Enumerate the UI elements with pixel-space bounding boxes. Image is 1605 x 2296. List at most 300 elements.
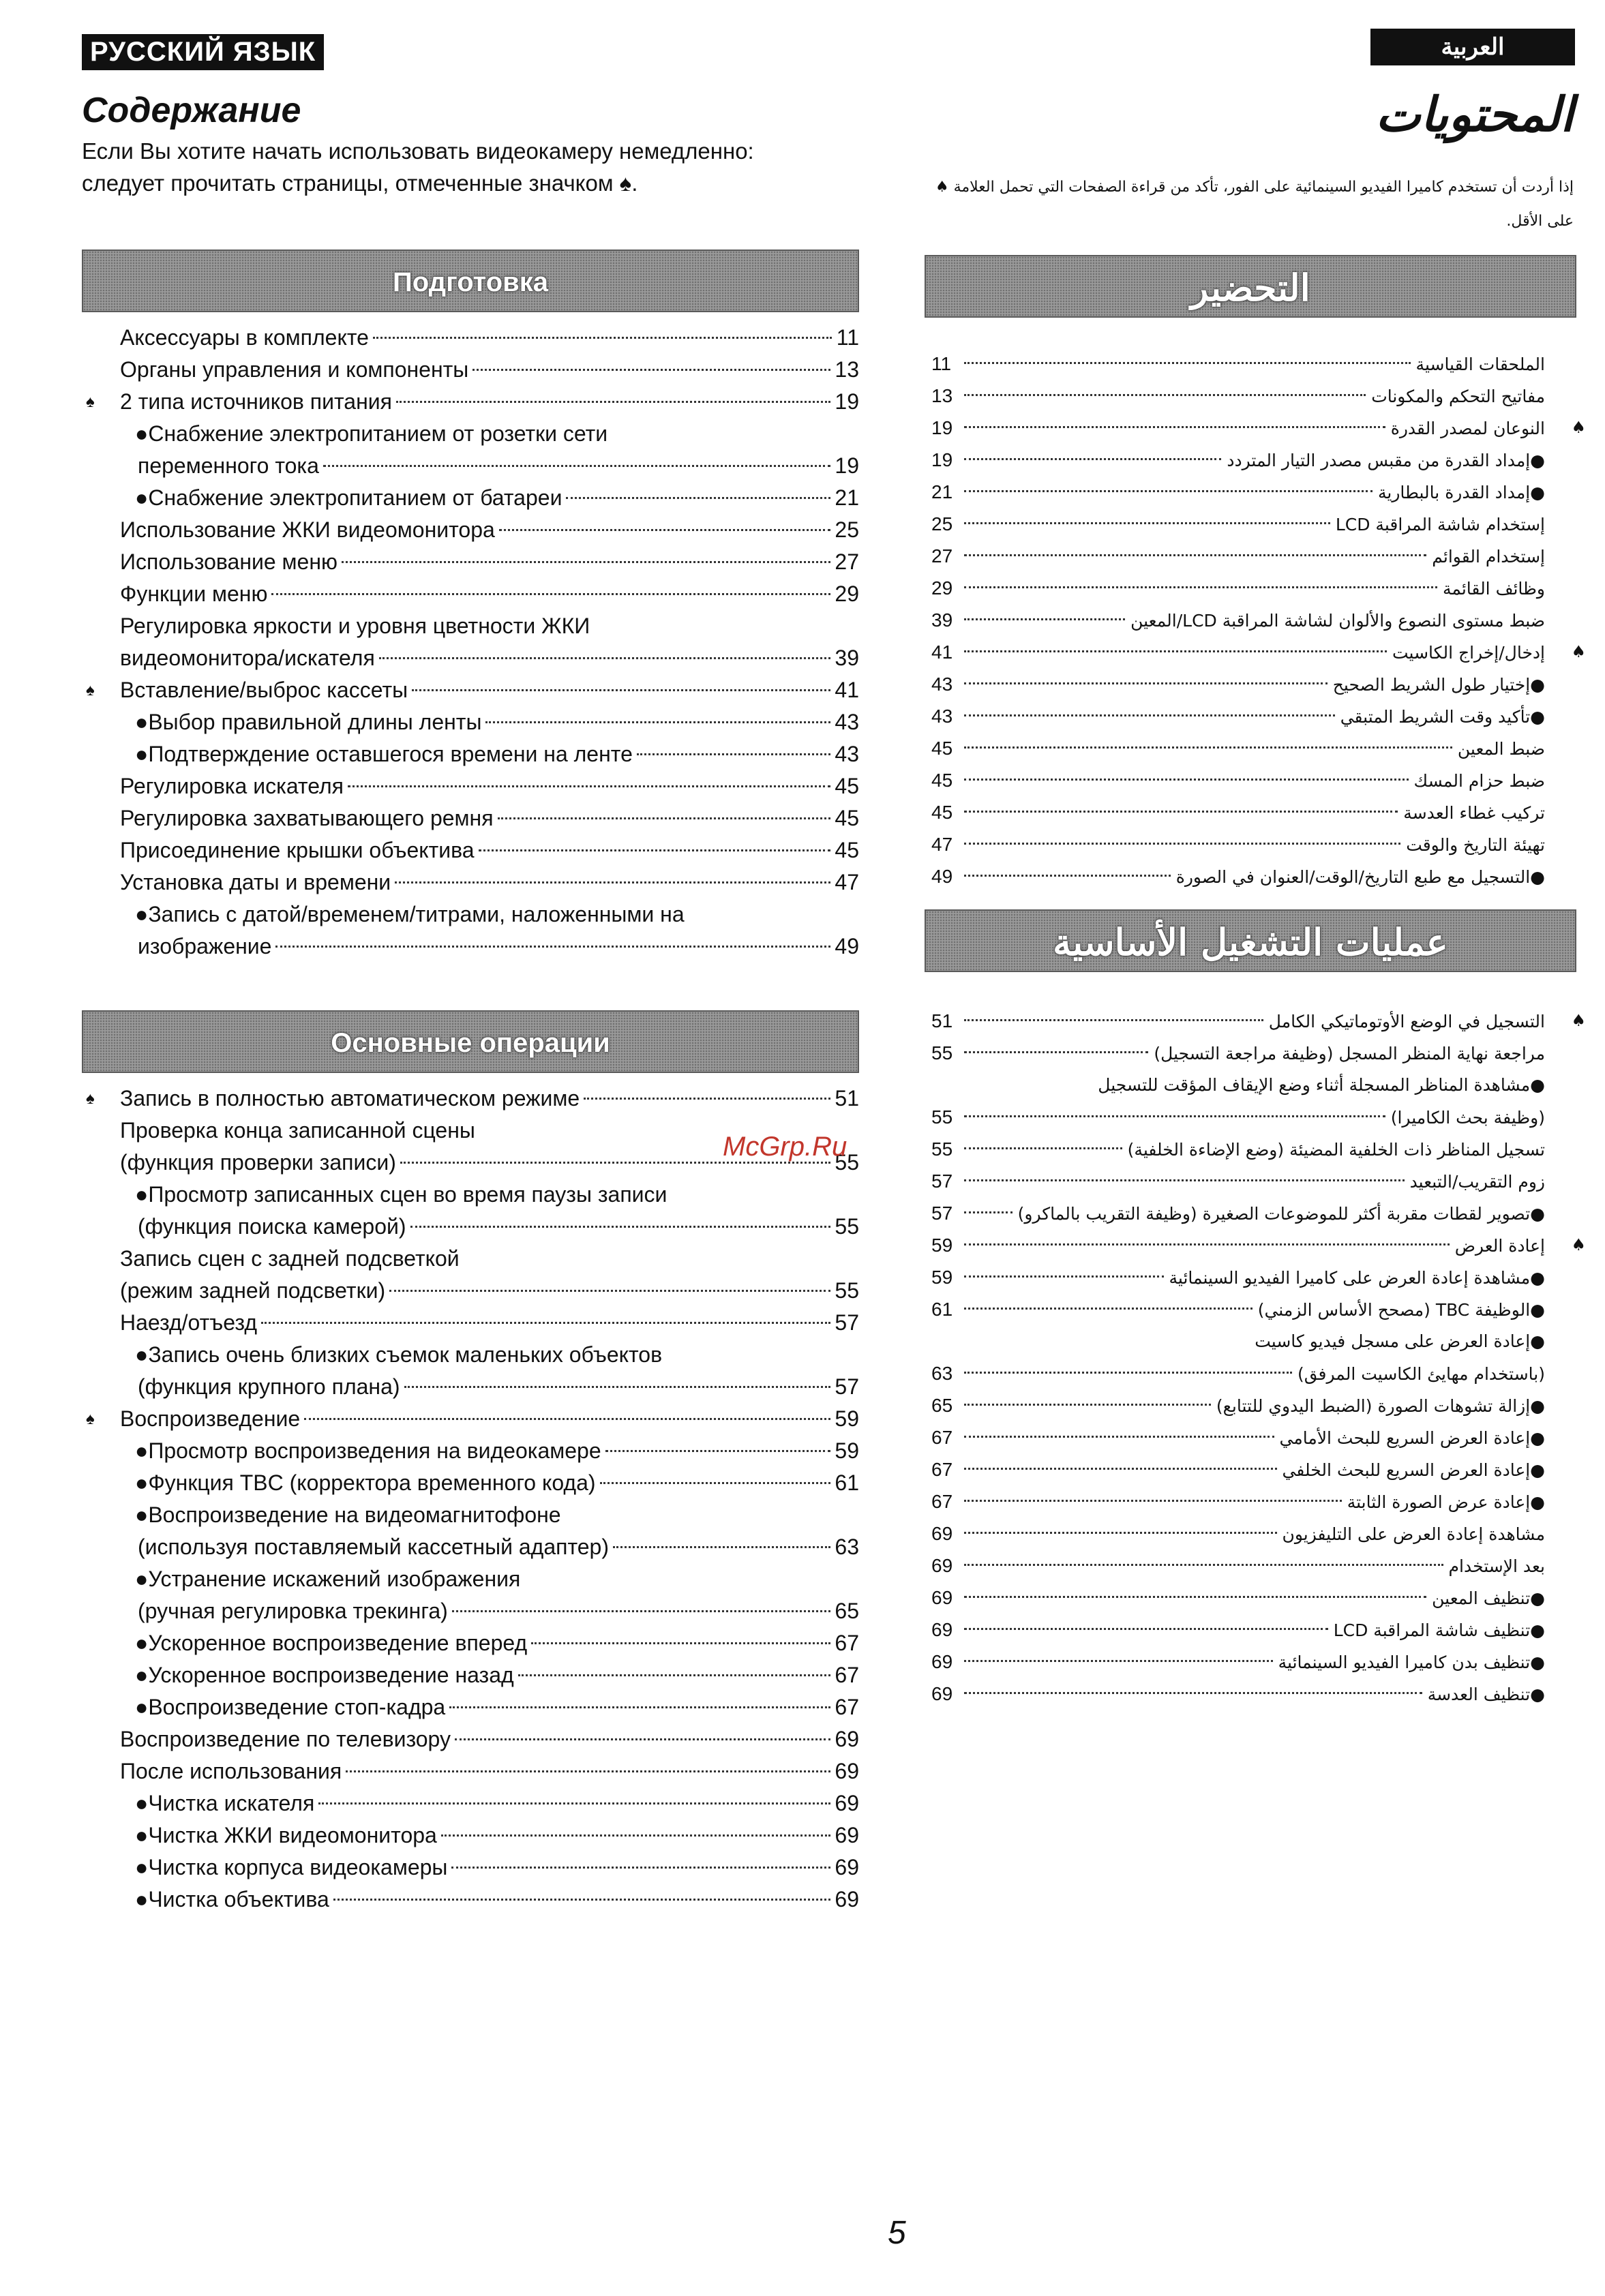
dot-leader <box>333 1899 831 1901</box>
toc-entry-title: (используя поставляемый кассетный адаптер) <box>138 1535 609 1559</box>
toc-entry <box>82 514 859 546</box>
toc-entry-page: 69 <box>931 1683 953 1704</box>
toc-entry-page: 19 <box>835 453 859 478</box>
dot-leader <box>600 1482 831 1484</box>
toc-entry-page: 11 <box>836 325 859 350</box>
ru-intro <box>82 135 866 199</box>
toc-entry-title: ●تنظيف بدن كاميرا الفيديو السينمائية <box>1278 1652 1545 1672</box>
toc-entry-title: ●التسجيل مع طبع التاريخ/الوقت/العنوان في الصورة <box>1175 867 1545 887</box>
dot-leader <box>964 1147 1122 1149</box>
toc-entry-page: 55 <box>931 1106 953 1128</box>
toc-entry-page: 69 <box>931 1587 953 1608</box>
dot-leader <box>531 1642 830 1644</box>
ru-intro-line2: следует прочитать страницы, отмеченные значком ♠. <box>82 170 638 196</box>
toc-entry-page: 27 <box>835 549 859 574</box>
toc-entry <box>82 1531 859 1563</box>
toc-entry <box>931 476 1545 508</box>
toc-entry <box>931 1005 1586 1037</box>
toc-entry-page: 45 <box>835 774 859 798</box>
toc-entry-page: 69 <box>835 1759 859 1783</box>
toc-entry-page: 41 <box>931 641 953 663</box>
toc-entry-page: 65 <box>931 1395 953 1416</box>
toc-entry-page: 69 <box>835 1727 859 1751</box>
dot-leader <box>964 1660 1273 1662</box>
dot-leader <box>964 875 1171 877</box>
toc-entry-title: Использование меню <box>120 549 338 574</box>
toc-entry <box>82 866 859 898</box>
dot-leader <box>964 1372 1292 1374</box>
toc-entry-page: 49 <box>835 934 859 958</box>
ru-section-basic-operations-banner: Основные операции <box>82 1010 859 1073</box>
toc-entry <box>82 1627 859 1659</box>
toc-entry <box>82 642 859 674</box>
toc-entry-title: تركيب غطاء العدسة <box>1403 803 1545 823</box>
dot-leader <box>964 394 1366 396</box>
toc-entry-page: 61 <box>835 1470 859 1495</box>
toc-entry <box>931 1069 1545 1101</box>
dot-leader <box>964 1179 1405 1181</box>
toc-entry-page: 45 <box>931 738 953 759</box>
russian-language-tag: РУССКИЙ ЯЗЫК <box>82 34 324 70</box>
dot-leader <box>964 1243 1450 1245</box>
dot-leader <box>964 843 1400 845</box>
toc-entry-title: ●Снабжение электропитанием от розетки сети <box>135 421 608 446</box>
toc-entry <box>82 706 859 738</box>
toc-entry-page: 45 <box>835 806 859 830</box>
toc-entry-title: (ручная регулировка трекинга) <box>138 1599 448 1623</box>
toc-entry <box>931 1517 1545 1550</box>
toc-entry-page: 29 <box>835 581 859 606</box>
toc-entry <box>82 931 859 963</box>
toc-entry-page: 51 <box>835 1086 859 1111</box>
toc-entry-title: Регулировка искателя <box>120 774 344 798</box>
dot-leader <box>261 1322 830 1324</box>
dot-leader <box>396 401 830 403</box>
toc-entry <box>82 898 859 931</box>
toc-entry-title: 2 типа источников питания <box>120 389 392 414</box>
toc-entry-page: 43 <box>835 742 859 766</box>
toc-entry <box>931 1293 1545 1325</box>
toc-entry <box>931 1197 1545 1229</box>
toc-entry-page: 43 <box>931 674 953 695</box>
toc-entry-page: 69 <box>835 1791 859 1815</box>
toc-entry <box>931 1165 1545 1197</box>
dot-leader <box>964 522 1330 524</box>
dot-leader <box>964 714 1335 716</box>
toc-entry-title: Вставление/выброс кассеты <box>120 678 408 702</box>
toc-entry-title: ●إختيار طول الشريط الصحيح <box>1332 675 1545 695</box>
toc-entry-title: Наезд/отъезд <box>120 1310 258 1335</box>
dot-leader <box>304 1418 830 1420</box>
dot-leader <box>964 1019 1263 1021</box>
spade-marker-icon: ♠ <box>86 393 95 411</box>
toc-entry <box>931 1389 1545 1421</box>
toc-entry-title: التسجيل في الوضع الأوتوماتيكي الكامل <box>1268 1012 1545 1031</box>
toc-entry <box>82 610 859 642</box>
dot-leader <box>498 817 831 819</box>
toc-entry <box>82 834 859 866</box>
dot-leader <box>472 369 830 371</box>
toc-entry <box>931 1037 1545 1069</box>
toc-entry-page: 67 <box>835 1663 859 1687</box>
toc-entry <box>82 1563 859 1595</box>
toc-entry <box>931 1421 1545 1453</box>
toc-entry-page: 63 <box>835 1535 859 1559</box>
toc-entry-title: ●تنظيف شاشة المراقبة LCD <box>1333 1620 1545 1640</box>
toc-entry-page: 61 <box>931 1299 953 1320</box>
dot-leader <box>342 561 830 563</box>
toc-entry <box>931 572 1545 604</box>
toc-entry <box>82 1275 859 1307</box>
dot-leader <box>584 1098 830 1100</box>
toc-entry-title: إدخال/إخراج الكاسيت <box>1392 643 1545 663</box>
toc-entry-title: ضبط مستوى النصوع والألوان لشاشة المراقبة LCD/المعين <box>1130 611 1545 631</box>
dot-leader <box>373 337 832 339</box>
toc-entry-page: 45 <box>835 838 859 862</box>
toc-entry-title: ●تنظيف المعين <box>1432 1588 1545 1608</box>
toc-entry-page: 25 <box>835 517 859 542</box>
toc-entry <box>931 444 1545 476</box>
toc-entry-title: После использования <box>120 1759 342 1783</box>
toc-entry-title: ●إمداد القدرة من مقبس مصدر التيار المتردد <box>1227 451 1545 470</box>
toc-entry-title: Присоединение крышки объектива <box>120 838 475 862</box>
dot-leader <box>964 1628 1328 1630</box>
toc-entry-page: 39 <box>931 609 953 631</box>
dot-leader <box>964 1500 1342 1502</box>
dot-leader <box>964 1436 1274 1438</box>
dot-leader <box>323 465 831 467</box>
dot-leader <box>410 1226 831 1228</box>
arabic-language-tag: العربية <box>1370 29 1575 65</box>
toc-entry <box>931 1678 1545 1710</box>
toc-entry-title: ●إعادة عرض الصورة الثابتة <box>1347 1492 1545 1512</box>
dot-leader <box>964 746 1452 749</box>
toc-entry <box>931 796 1545 828</box>
dot-leader <box>964 618 1125 620</box>
toc-entry-page: 55 <box>835 1278 859 1303</box>
toc-entry-title: ●Запись очень близких съемок маленьких объектов <box>135 1342 663 1367</box>
toc-entry <box>82 770 859 802</box>
toc-entry <box>931 348 1545 380</box>
dot-leader <box>964 1468 1277 1470</box>
toc-entry-page: 47 <box>931 834 953 855</box>
dot-leader <box>637 753 831 755</box>
toc-entry <box>82 802 859 834</box>
toc-entry <box>931 508 1545 540</box>
toc-entry-title: ●إعادة العرض السريع للبحث الأمامي <box>1279 1428 1545 1448</box>
toc-entry-title: ضبط حزام المسك <box>1413 771 1545 791</box>
toc-entry-title: ●Просмотр записанных сцен во время паузы записи <box>135 1182 668 1207</box>
toc-entry-page: 27 <box>931 545 953 567</box>
toc-entry <box>82 578 859 610</box>
toc-entry <box>82 1467 859 1499</box>
toc-entry <box>82 1852 859 1884</box>
toc-entry <box>82 1595 859 1627</box>
toc-entry-title: ●Воспроизведение на видеомагнитофоне <box>135 1502 561 1527</box>
toc-entry-page: 67 <box>931 1491 953 1512</box>
ar-page-title: المحتويات <box>1375 86 1574 142</box>
spade-marker-icon: ♠ <box>86 681 95 699</box>
page-number: 5 <box>888 2215 906 2251</box>
toc-entry-page: 69 <box>931 1555 953 1576</box>
dot-leader <box>271 593 830 595</box>
toc-entry-title: ●إعادة العرض السريع للبحث الخلفي <box>1282 1460 1545 1480</box>
dot-leader <box>605 1450 831 1452</box>
watermark: McGrp.Ru <box>723 1132 847 1162</box>
toc-entry <box>82 1723 859 1755</box>
toc-entry <box>82 546 859 578</box>
toc-entry-page: 69 <box>835 1823 859 1847</box>
toc-entry-title: Использование ЖКИ видеомонитора <box>120 517 495 542</box>
spade-marker-icon: ♠ <box>1571 418 1586 437</box>
toc-entry <box>82 1243 859 1275</box>
toc-entry-title: видеомонитора/искателя <box>120 646 375 670</box>
toc-entry <box>82 1435 859 1467</box>
toc-entry-title: ●Подтверждение оставшегося времени на ленте <box>135 742 633 766</box>
toc-entry <box>931 412 1586 444</box>
ar-section-preparation-banner: التحضير <box>925 255 1576 318</box>
toc-entry <box>931 1261 1545 1293</box>
toc-entry-title: إعادة العرض <box>1454 1236 1545 1256</box>
dot-leader <box>964 1596 1426 1598</box>
toc-entry <box>82 1787 859 1819</box>
toc-entry <box>931 1357 1545 1389</box>
toc-entry-title: ●الوظيفة TBC (مصحح الأساس الزمني) <box>1257 1300 1545 1320</box>
toc-entry <box>82 1403 859 1435</box>
dot-leader <box>964 1308 1252 1310</box>
toc-entry-page: 69 <box>931 1651 953 1672</box>
dot-leader <box>318 1802 830 1804</box>
toc-entry <box>82 1339 859 1371</box>
toc-entry-page: 21 <box>835 485 859 510</box>
toc-entry-title: ●Устранение искажений изображения <box>135 1567 521 1591</box>
toc-entry-title: Воспроизведение <box>120 1406 301 1431</box>
dot-leader <box>964 458 1221 460</box>
toc-entry-page: 55 <box>931 1042 953 1063</box>
dot-leader <box>518 1674 831 1676</box>
toc-entry-page: 19 <box>835 389 859 414</box>
toc-entry-page: 19 <box>931 417 953 438</box>
toc-entry <box>931 668 1545 700</box>
toc-entry <box>931 764 1545 796</box>
toc-entry-title: (باستخدام مهايئ الكاسيت المرفق) <box>1297 1364 1545 1384</box>
toc-entry-page: 59 <box>931 1235 953 1256</box>
toc-entry <box>82 322 859 354</box>
toc-entry-title: (режим задней подсветки) <box>120 1278 386 1303</box>
dot-leader <box>451 1867 830 1869</box>
toc-entry-title: Функции меню <box>120 581 268 606</box>
toc-entry <box>82 738 859 770</box>
toc-entry-title: ●تصوير لقطات مقربة أكثر للموضوعات الصغيرة (وظيفة التقريب بالماكرو) <box>1017 1204 1545 1224</box>
toc-entry-page: 51 <box>931 1010 953 1031</box>
dot-leader <box>452 1610 831 1612</box>
ar-toc-basic-operations <box>931 1005 1586 1710</box>
ru-intro-line1: Если Вы хотите начать использовать видеокамеру немедленно: <box>82 138 754 164</box>
toc-entry-page: 41 <box>835 678 859 702</box>
toc-entry-title: مفاتيح التحكم والمكونات <box>1371 387 1545 406</box>
toc-entry-page: 45 <box>931 770 953 791</box>
toc-entry-page: 63 <box>931 1363 953 1384</box>
spade-marker-icon: ♠ <box>1571 642 1586 661</box>
toc-entry-page: 43 <box>835 710 859 734</box>
toc-entry-page: 67 <box>931 1427 953 1448</box>
toc-entry-title: تهيئة التاريخ والوقت <box>1406 835 1545 855</box>
toc-entry <box>82 1819 859 1852</box>
toc-entry-title: ضبط المعين <box>1457 739 1545 759</box>
toc-entry <box>931 380 1545 412</box>
toc-entry-title: ●Выбор правильной длины ленты <box>135 710 482 734</box>
dot-leader <box>412 689 830 691</box>
ar-section-basic-operations-banner: عمليات التشغيل الأساسية <box>925 909 1576 972</box>
toc-entry-title: Запись в полностью автоматическом режиме <box>120 1086 580 1111</box>
toc-entry-title: Проверка конца записанной сцены <box>120 1118 475 1143</box>
toc-entry-title: ●Чистка ЖКИ видеомонитора <box>135 1823 437 1847</box>
toc-entry-title: إستخدام شاشة المراقبة LCD <box>1335 515 1545 534</box>
toc-entry-title: الملحقات القياسية <box>1415 354 1545 374</box>
toc-entry-title: ●Функция TBC (корректора временного кода) <box>135 1470 596 1495</box>
spade-marker-icon: ♠ <box>86 1410 95 1428</box>
toc-entry-page: 11 <box>931 353 952 374</box>
toc-entry-title: ●مشاهدة المناظر المسجلة أثناء وضع الإيقاف المؤقت للتسجيل <box>1098 1075 1545 1095</box>
toc-entry-title: ●مشاهدة إعادة العرض على كاميرا الفيديو السينمائية <box>1169 1268 1545 1288</box>
toc-entry-title: وظائف القائمة <box>1442 579 1545 599</box>
toc-entry-title: изображение <box>138 934 272 958</box>
toc-entry <box>931 1646 1545 1678</box>
dot-leader <box>964 650 1387 652</box>
toc-entry <box>931 828 1545 860</box>
dot-leader <box>964 1051 1148 1053</box>
toc-entry-title: переменного тока <box>138 453 319 478</box>
dot-leader <box>395 881 830 883</box>
toc-entry-title: ●Снабжение электропитанием от батареи <box>135 485 562 510</box>
toc-entry-title: Регулировка яркости и уровня цветности ЖКИ <box>120 614 590 638</box>
toc-entry-title: ●تنظيف العدسة <box>1427 1685 1545 1704</box>
toc-entry <box>82 354 859 386</box>
toc-entry-page: 43 <box>931 706 953 727</box>
toc-entry-title: ●Ускоренное воспроизведение назад <box>135 1663 514 1687</box>
toc-entry-title: مشاهدة إعادة العرض على التليفزيون <box>1282 1524 1545 1544</box>
dot-leader <box>964 1275 1164 1278</box>
toc-entry-title: (وظيفة بحث الكاميرا) <box>1390 1108 1545 1128</box>
toc-entry-title: ●Чистка объектива <box>135 1887 329 1912</box>
toc-entry-page: 13 <box>931 385 953 406</box>
toc-entry <box>931 604 1545 636</box>
ar-intro: إذا أردت أن تستخدم كاميرا الفيديو السينمائية على الفور، تأكد من قراءة الصفحات التي تحمل العلامة ♠ على الأقل. <box>935 179 1574 230</box>
dot-leader <box>613 1546 830 1548</box>
toc-entry-page: 67 <box>835 1631 859 1655</box>
toc-entry-title: ●Ускоренное воспроизведение вперед <box>135 1631 528 1655</box>
toc-entry <box>82 1499 859 1531</box>
toc-entry-page: 69 <box>931 1619 953 1640</box>
toc-entry-page: 67 <box>835 1695 859 1719</box>
toc-entry-title: ●تأكيد وقت الشريط المتبقي <box>1340 707 1545 727</box>
dot-leader <box>964 1692 1422 1694</box>
toc-entry-page: 25 <box>931 513 953 534</box>
dot-leader <box>449 1706 830 1708</box>
toc-entry <box>82 1755 859 1787</box>
dot-leader <box>964 362 1411 364</box>
dot-leader <box>964 490 1372 492</box>
toc-entry <box>82 1659 859 1691</box>
dot-leader <box>499 529 831 531</box>
toc-entry <box>82 1083 859 1115</box>
toc-entry-page: 39 <box>835 646 859 670</box>
toc-entry-page: 21 <box>931 481 953 502</box>
toc-entry <box>931 1614 1545 1646</box>
dot-leader <box>346 1770 830 1772</box>
toc-entry-page: 19 <box>931 449 953 470</box>
toc-entry-page: 45 <box>931 802 953 823</box>
dot-leader <box>275 946 830 948</box>
toc-entry-page: 69 <box>835 1855 859 1879</box>
toc-entry-page: 29 <box>931 577 953 599</box>
toc-entry-page: 65 <box>835 1599 859 1623</box>
toc-entry-page: 67 <box>931 1459 953 1480</box>
toc-entry <box>82 1179 859 1211</box>
toc-entry-title: النوعان لمصدر القدرة <box>1390 419 1545 438</box>
toc-entry-page: 55 <box>931 1138 953 1160</box>
ru-toc-preparation <box>82 322 859 963</box>
dot-leader <box>964 554 1426 556</box>
toc-entry-title: Аксессуары в комплекте <box>120 325 369 350</box>
toc-entry-page: 55 <box>835 1150 859 1175</box>
toc-entry <box>931 540 1545 572</box>
toc-entry-title: Запись сцен с задней подсветкой <box>120 1246 460 1271</box>
toc-entry <box>931 1101 1545 1133</box>
toc-entry <box>82 1691 859 1723</box>
toc-entry-page: 13 <box>835 357 859 382</box>
toc-entry-title: مراجعة نهاية المنظر المسجل (وظيفة مراجعة التسجيل) <box>1154 1044 1545 1063</box>
toc-entry-page: 57 <box>835 1374 859 1399</box>
dot-leader <box>348 785 830 787</box>
toc-entry <box>82 1884 859 1916</box>
toc-entry <box>931 1485 1545 1517</box>
toc-entry-title: بعد الإستخدام <box>1448 1556 1545 1576</box>
dot-leader <box>964 1564 1443 1566</box>
spade-marker-icon: ♠ <box>1571 1011 1586 1030</box>
toc-entry-title: ●إزالة تشوهات الصورة (الضبط اليدوي للتتابع) <box>1216 1396 1545 1416</box>
toc-entry <box>931 700 1545 732</box>
toc-entry <box>82 482 859 514</box>
toc-entry <box>82 1211 859 1243</box>
dot-leader <box>441 1834 831 1837</box>
ru-page-title: Содержание <box>82 91 301 130</box>
dot-leader <box>566 497 830 499</box>
toc-entry <box>82 418 859 450</box>
toc-entry <box>82 450 859 482</box>
toc-entry <box>82 674 859 706</box>
toc-entry-title: Установка даты и времени <box>120 870 391 894</box>
toc-entry <box>82 386 859 418</box>
toc-entry-title: زوم التقريب/التبعيد <box>1409 1172 1545 1192</box>
toc-entry <box>931 1453 1545 1485</box>
ru-toc-basic-operations <box>82 1083 859 1916</box>
toc-entry-title: (функция крупного плана) <box>138 1374 400 1399</box>
toc-entry-title: Регулировка захватывающего ремня <box>120 806 494 830</box>
toc-entry-page: 57 <box>931 1203 953 1224</box>
toc-entry-page: 69 <box>931 1523 953 1544</box>
dot-leader <box>964 426 1385 428</box>
toc-entry-title: ●Воспроизведение стоп-кадра <box>135 1695 446 1719</box>
spade-marker-icon: ♠ <box>86 1089 95 1108</box>
dot-leader <box>964 779 1409 781</box>
dot-leader <box>964 586 1437 588</box>
toc-entry-title: ●Чистка искателя <box>135 1791 315 1815</box>
dot-leader <box>485 721 830 723</box>
dot-leader <box>964 1211 1012 1213</box>
toc-entry-page: 59 <box>931 1267 953 1288</box>
toc-entry-page: 55 <box>835 1214 859 1239</box>
